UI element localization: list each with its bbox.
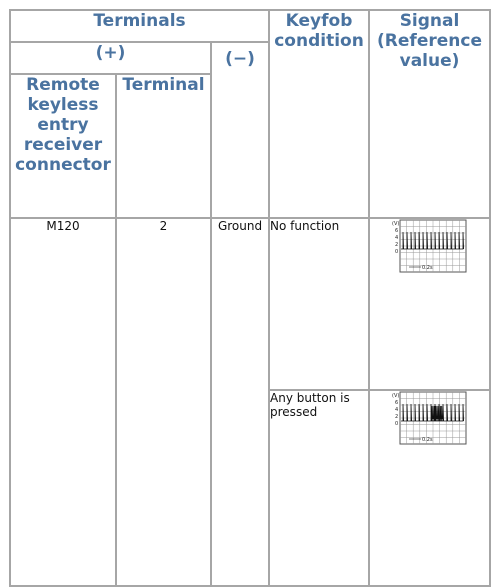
scope2-tick-4: 4: [394, 407, 398, 413]
header-connector: Remote keyless entry receiver connector: [10, 74, 116, 218]
header-terminal: Terminal: [116, 74, 211, 218]
terminal-table: [9, 9, 491, 587]
scope2-tick-2: 2: [394, 414, 398, 420]
condition-button-pressed: Any button is pressed: [269, 390, 369, 586]
scope1-unit: (V): [391, 221, 399, 227]
scope2-unit: (V): [391, 393, 399, 399]
header-keyfob-condition: Keyfob condition: [269, 10, 369, 218]
scope1-time: 0.2s: [421, 265, 433, 271]
ground-cell: Ground: [211, 218, 269, 586]
oscilloscope-waveform-pressed: [392, 391, 468, 453]
header-minus: (−): [211, 42, 269, 218]
oscilloscope-waveform-idle: [392, 219, 468, 281]
connector-cell: M120: [10, 218, 116, 586]
scope1-tick-2: 2: [394, 242, 398, 248]
condition-no-function: No function: [269, 218, 369, 390]
signal-cell-1: [369, 218, 490, 390]
scope2-tick-6: 6: [394, 400, 398, 406]
scope1-tick-6: 6: [394, 228, 398, 234]
header-signal: Signal (Reference value): [369, 10, 490, 218]
scope1-tick-4: 4: [394, 235, 398, 241]
header-plus: (+): [10, 42, 211, 74]
terminal-cell: 2: [116, 218, 211, 586]
scope1-tick-0: 0: [394, 249, 398, 255]
header-terminals: Terminals: [10, 10, 269, 42]
scope2-tick-0: 0: [394, 421, 398, 427]
scope2-time: 0.2s: [421, 437, 433, 443]
signal-cell-2: [369, 390, 490, 586]
